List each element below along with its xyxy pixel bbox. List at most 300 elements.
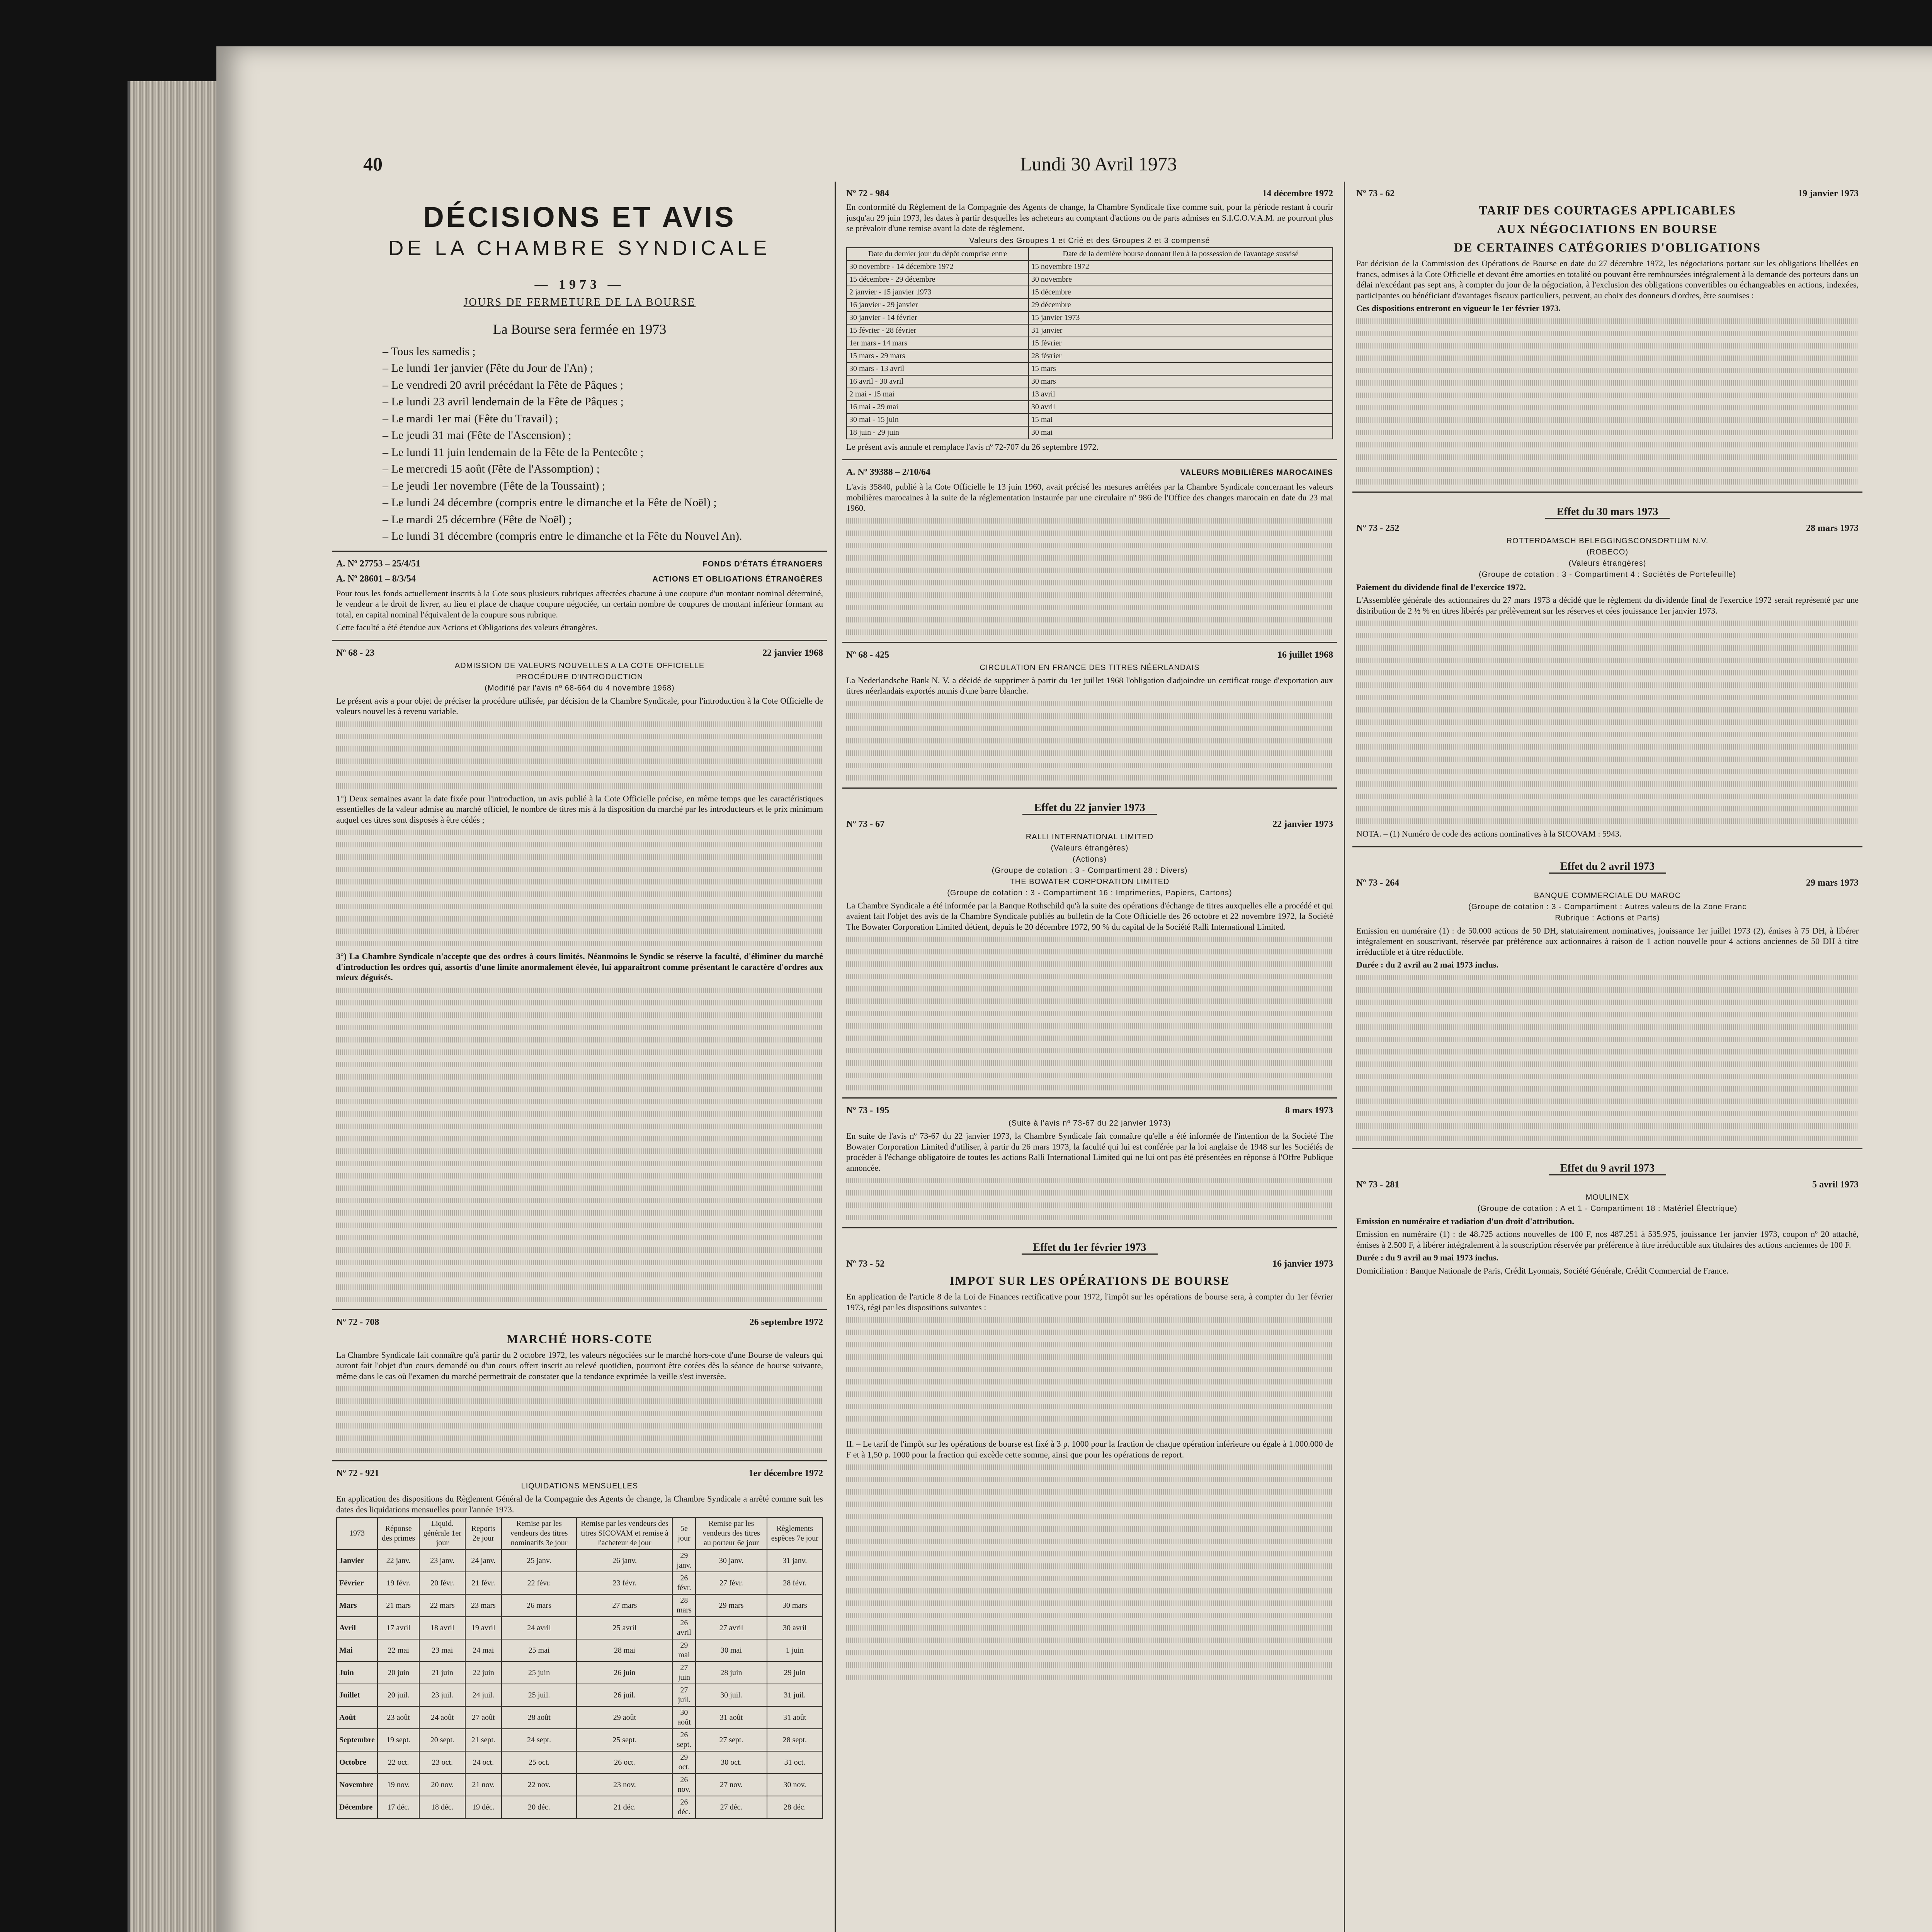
date-cell: 15 février - 28 février — [847, 324, 1029, 337]
notice-sicovam — [842, 182, 1337, 459]
text-lines — [846, 516, 1333, 637]
holiday-item: – Le mercredi 15 août (Fête de l'Assomption) ; — [383, 463, 600, 475]
date-cell: 25 oct. — [502, 1751, 577, 1774]
date-cell: 28 sept. — [767, 1729, 823, 1751]
text-lines — [846, 934, 1333, 1093]
table-row — [847, 401, 1333, 413]
holiday-item: – Le lundi 11 juin lendemain de la Fête de la Pentecôte ; — [383, 446, 644, 459]
date-cell: 23 mai — [419, 1639, 465, 1662]
date-cell: 30 oct. — [696, 1751, 767, 1774]
date-cell: 30 novembre — [1029, 273, 1333, 286]
notice-text: 1°) Deux semaines avant la date fixée pour l'introduction, un avis publié à la Cote Officielle précise, en même temps que les caractéristiques essentielles de la valeur admise au marché officiel, le nombre de titres mis à la disposition du marché par les introducteurs et le prix minimum auquel ces titres sont disposés à être cédés ; — [336, 793, 823, 825]
month-cell: Janvier — [337, 1549, 378, 1572]
date-cell: 25 juil. — [502, 1684, 577, 1706]
notice-suite — [842, 1097, 1337, 1227]
column-header: Remise par les vendeurs des titres nominatifs 3e jour — [502, 1517, 577, 1549]
date-cell: 29 oct. — [672, 1751, 696, 1774]
date-cell: 17 avril — [378, 1617, 420, 1639]
value-type: (Valeurs étrangères) — [1568, 559, 1646, 568]
notice-number: Nº 72 - 984 — [846, 189, 889, 199]
notice-text: La Chambre Syndicale fait connaître qu'à partir du 2 octobre 1972, les valeurs négociées sur le marché hors-cote d'une Bourse de valeurs qui auront fait l'objet d'un cours demandé ou d'un cours offert inscrit au relevé quotidien, pourront être cotées dès la séance de bourse suivante, même dans le cas où l'examen du marché permettrait de constater que la tendance exprimée la veille s'est inversée. — [336, 1350, 823, 1381]
notice-number: Nº 73 - 67 — [846, 819, 885, 829]
notice-title: TARIF DES COURTAGES APPLICABLES — [1479, 203, 1736, 217]
table-row — [337, 1751, 823, 1774]
table-header-row — [847, 248, 1333, 260]
date-cell: 19 avril — [465, 1617, 501, 1639]
date-cell: 2 janvier - 15 janvier 1973 — [847, 286, 1029, 299]
column-left — [332, 182, 827, 1932]
table-row — [847, 362, 1333, 375]
table-row — [337, 1796, 823, 1818]
date-cell: 20 sept. — [419, 1729, 465, 1751]
text-lines — [336, 719, 823, 791]
month-cell: Septembre — [337, 1729, 378, 1751]
date-cell: 15 janvier 1973 — [1029, 311, 1333, 324]
date-cell: 26 oct. — [577, 1751, 672, 1774]
liquidations-table-body — [337, 1549, 823, 1818]
date-cell: 29 mai — [672, 1639, 696, 1662]
date-cell: 15 novembre 1972 — [1029, 260, 1333, 273]
table-row — [847, 260, 1333, 273]
holiday-item: – Le mardi 1er mai (Fête du Travail) ; — [383, 412, 558, 425]
value-type: (Valeurs étrangères) — [1051, 844, 1129, 852]
date-cell: 26 juin — [577, 1662, 672, 1684]
date-cell: 20 déc. — [502, 1796, 577, 1818]
notice-text: 3°) La Chambre Syndicale n'accepte que des ordres à cours limités. Néanmoins le Syndic se réserve la faculté, d'éliminer du marché d'introduction les ordres qui, assortis d'une limite anormalement élevée, lui apparaîtront comme présentant le caractère d'ordres aux mieux déguisés. — [336, 951, 823, 982]
notice-nota: NOTA. – (1) Numéro de code des actions nominatives à la SICOVAM : 5943. — [1356, 829, 1622, 838]
date-cell: 27 juin — [672, 1662, 696, 1684]
notice-date: 19 janvier 1973 — [1798, 189, 1859, 199]
date-cell: 27 déc. — [696, 1796, 767, 1818]
date-cell: 23 oct. — [419, 1751, 465, 1774]
month-cell: Août — [337, 1706, 378, 1729]
notice-hors-cote — [332, 1309, 827, 1461]
date-cell: 27 févr. — [696, 1572, 767, 1594]
date-cell: 31 août — [696, 1706, 767, 1729]
notice-text: Par décision de la Commission des Opérations de Bourse en date du 27 décembre 1972, les négociations portant sur les obligations libellées en francs, admises à la Cote Officielle et devant être amorties en totalité ou pouvant être remboursées intégralement à la demande des porteurs dans un délai n'excédant pas sept ans, à compter du jour de la négociation, à l'exclusion des obligations convertibles ou échangeables en actions, indexées, participantes ou bénéficiant d'avantages fiscaux particuliers, peuvent, au choix des donneurs d'ordres, être soumises : — [1356, 259, 1859, 300]
book-binding — [128, 81, 226, 1932]
page-number: 40 — [363, 153, 383, 175]
column-right — [1352, 182, 1862, 1932]
date-cell: 15 mars - 29 mars — [847, 350, 1029, 362]
table-row — [847, 286, 1333, 299]
effect-heading: Effet du 1er février 1973 — [1022, 1242, 1158, 1255]
notice-text: La Nederlandsche Bank N. V. a décidé de supprimer à partir du 1er juillet 1968 l'obligation d'adjoindre un certificat rouge d'exportation aux titres néerlandais exportés munis d'une barre blanche. — [846, 675, 1333, 696]
notice-text: Pour tous les fonds actuellement inscrits à la Cote sous plusieurs rubriques affectées chacune à une coupure d'un montant nominal déterminé, le vendeur a le droit de livrer, au lieu et place de chaque coupure négociée, un certain nombre de coupures de montant inférieur formant au total, en capital nominal l'équivalent de la coupure sous rubrique. — [336, 588, 823, 619]
notice-number: Nº 73 - 252 — [1356, 523, 1400, 533]
group-line: (Groupe de cotation : 3 - Compartiment 16 : Imprimeries, Papiers, Cartons) — [947, 888, 1232, 897]
effect-section — [1352, 846, 1862, 1148]
date-cell: 22 mai — [378, 1639, 420, 1662]
notice-number: Nº 73 - 195 — [846, 1105, 889, 1116]
date-cell: 28 février — [1029, 350, 1333, 362]
notice-heading: ACTIONS ET OBLIGATIONS ÉTRANGÈRES — [652, 575, 823, 583]
month-cell: Juin — [337, 1662, 378, 1684]
notice-text: II. – Le tarif de l'impôt sur les opérations de bourse est fixé à 3 p. 1000 pour la fraction de chaque opération inférieure ou égale à 1.000.000 de F et à 1,50 p. 1000 pour la fraction qui excède cette somme, ainsi que pour les opérations de report. — [846, 1439, 1333, 1459]
month-cell: Mars — [337, 1594, 378, 1617]
holiday-item: – Le lundi 24 décembre (compris entre le dimanche et la Fête de Noël) ; — [383, 496, 717, 509]
table-row — [337, 1774, 823, 1796]
column-header: Remise par les vendeurs des titres SICOVAM et remise à l'acheteur 4e jour — [577, 1517, 672, 1549]
date-cell: 15 décembre — [1029, 286, 1333, 299]
year-heading: — 1973 — — [534, 277, 625, 292]
date-cell: 24 avril — [502, 1617, 577, 1639]
column-header: 1973 — [337, 1517, 378, 1549]
date-cell: 24 janv. — [465, 1549, 501, 1572]
month-cell: Décembre — [337, 1796, 378, 1818]
group-line: (Groupe de cotation : 3 - Compartiment : Autres valeurs de la Zone Franc — [1468, 902, 1747, 911]
notice-number: Nº 72 - 708 — [336, 1317, 379, 1327]
page-subtitle: DE LA CHAMBRE SYNDICALE — [388, 236, 771, 260]
date-cell: 30 août — [672, 1706, 696, 1729]
company-name: ROTTERDAMSCH BELEGGINGSCONSORTIUM N.V. — [1506, 536, 1709, 545]
notice-date: 29 mars 1973 — [1806, 878, 1859, 888]
sicovam-table — [846, 247, 1333, 439]
date-cell: 23 mars — [465, 1594, 501, 1617]
closed-line: La Bourse sera fermée en 1973 — [493, 321, 667, 337]
notice-text: En application de l'article 8 de la Loi de Finances rectificative pour 1972, l'impôt sur les opérations de bourse sera, à compter du 1er février 1973, régi par les dispositions suivantes : — [846, 1292, 1333, 1312]
table-header-row — [337, 1517, 823, 1549]
notice-ref: A. Nº 39388 – 2/10/64 — [846, 467, 930, 477]
date-cell: 26 avril — [672, 1617, 696, 1639]
date-cell: 28 févr. — [767, 1572, 823, 1594]
effect-section — [1352, 1148, 1862, 1283]
table-row — [847, 299, 1333, 311]
date-cell: 13 avril — [1029, 388, 1333, 401]
table-row — [847, 311, 1333, 324]
date-cell: 25 janv. — [502, 1549, 577, 1572]
date-cell: 22 nov. — [502, 1774, 577, 1796]
date-cell: 30 mai — [696, 1639, 767, 1662]
table-title: Valeurs des Groupes 1 et Crié et des Groupes 2 et 3 compensé — [969, 236, 1210, 245]
date-cell: 31 janv. — [767, 1549, 823, 1572]
notice-text: L'Assemblée générale des actionnaires du 27 mars 1973 a décidé que le règlement du dividende final de l'exercice 1972 serait représenté par une distribution de 2 ½ % en titres libérés par prélèvement sur les réserves et cées jouissance 1er janvier 1973. — [1356, 595, 1859, 616]
column-divider — [835, 182, 836, 1932]
table-row — [337, 1639, 823, 1662]
date-cell: 30 mars — [1029, 375, 1333, 388]
notice-ref: A. Nº 27753 – 25/4/51 — [336, 558, 420, 569]
date-cell: 29 août — [577, 1706, 672, 1729]
date-cell: 22 oct. — [378, 1751, 420, 1774]
notice-number: Nº 68 - 23 — [336, 648, 375, 658]
date-cell: 18 avril — [419, 1617, 465, 1639]
date-cell: 24 août — [419, 1706, 465, 1729]
text-lines — [336, 827, 823, 949]
notice-text: En suite de l'avis nº 73-67 du 22 janvier 1973, la Chambre Syndicale fait connaître qu'elle a été informée de l'intention de la Société The Bowater Corporation Limited d'utiliser, à partir du 26 mars 1973, la faculté qui lui est conférée par la loi anglaise de 1948 sur les Sociétés de procéder à l'échange obligatoire de toutes les actions Ralli International Limited qui ne lui ont pas été présentées en réponse à l'Offre Publique annoncée. — [846, 1131, 1333, 1173]
notice-number: Nº 73 - 52 — [846, 1259, 885, 1269]
date-cell: 26 janv. — [577, 1549, 672, 1572]
notice-number: Nº 68 - 425 — [846, 650, 889, 660]
text-lines — [336, 985, 823, 1304]
date-cell: 25 juin — [502, 1662, 577, 1684]
effect-heading: Effet du 2 avril 1973 — [1549, 861, 1666, 874]
column-header: Date du dernier jour du dépôt comprise entre — [847, 248, 1029, 260]
notice-text: Le présent avis a pour objet de préciser la procédure utilisée, par décision de la Chambre Syndicale, pour l'introduction à la Cote Officielle de valeurs nouvelles à revenu variable. — [336, 696, 823, 716]
date-cell: 16 mai - 29 mai — [847, 401, 1029, 413]
table-row — [847, 388, 1333, 401]
date-cell: 15 février — [1029, 337, 1333, 350]
effect-section — [842, 787, 1337, 1098]
table-row — [847, 324, 1333, 337]
notice-text: Ces dispositions entreront en vigueur le 1er février 1973. — [1356, 303, 1561, 313]
table-row — [337, 1617, 823, 1639]
date-cell: 18 déc. — [419, 1796, 465, 1818]
date-cell: 29 décembre — [1029, 299, 1333, 311]
month-cell: Octobre — [337, 1751, 378, 1774]
date-cell: 26 sept. — [672, 1729, 696, 1751]
column-header: Date de la dernière bourse donnant lieu à la possession de l'avantage susvisé — [1029, 248, 1333, 260]
date-cell: 29 janv. — [672, 1549, 696, 1572]
month-cell: Mai — [337, 1639, 378, 1662]
month-cell: Février — [337, 1572, 378, 1594]
notice-note: Cette faculté a été étendue aux Actions et Obligations des valeurs étrangères. — [336, 622, 598, 632]
holiday-item: – Le lundi 23 avril lendemain de la Fête de Pâques ; — [383, 395, 624, 408]
date-cell: 30 juil. — [696, 1684, 767, 1706]
holiday-item: – Le lundi 31 décembre (compris entre le dimanche et la Fête du Nouvel An). — [383, 530, 742, 543]
value-kind: (Actions) — [1073, 855, 1107, 864]
date-cell: 2 mai - 15 mai — [847, 388, 1029, 401]
date-cell: 28 déc. — [767, 1796, 823, 1818]
date-cell: 30 janv. — [696, 1549, 767, 1572]
notice-date: 22 janvier 1973 — [1272, 819, 1333, 829]
date-cell: 22 juin — [465, 1662, 501, 1684]
date-cell: 30 nov. — [767, 1774, 823, 1796]
company-name: MOULINEX — [1585, 1193, 1629, 1202]
date-cell: 17 déc. — [378, 1796, 420, 1818]
notice-heading: LIQUIDATIONS MENSUELLES — [521, 1482, 638, 1490]
date-cell: 27 juil. — [672, 1684, 696, 1706]
notice-modified: (Modifié par l'avis nº 68-664 du 4 novembre 1968) — [485, 684, 675, 692]
notice-date: 1er décembre 1972 — [748, 1468, 823, 1478]
date-cell: 15 mars — [1029, 362, 1333, 375]
text-lines — [1356, 618, 1859, 826]
effect-section — [1352, 492, 1862, 846]
holiday-item: – Le mardi 25 décembre (Fête de Noël) ; — [383, 513, 572, 526]
table-row — [847, 375, 1333, 388]
effect-section — [842, 1227, 1337, 1687]
date-cell: 26 févr. — [672, 1572, 696, 1594]
table-row — [847, 273, 1333, 286]
date-cell: 25 avril — [577, 1617, 672, 1639]
date-cell: 30 novembre - 14 décembre 1972 — [847, 260, 1029, 273]
notice-subheading: Emission en numéraire et radiation d'un droit d'attribution. — [1356, 1216, 1574, 1226]
page-title: DÉCISIONS ET AVIS — [423, 201, 736, 233]
column-header: Reports 2e jour — [465, 1517, 501, 1549]
date-cell: 18 juin - 29 juin — [847, 426, 1029, 439]
date-cell: 20 juin — [378, 1662, 420, 1684]
date-cell: 24 oct. — [465, 1751, 501, 1774]
table-row — [337, 1549, 823, 1572]
table-row — [337, 1684, 823, 1706]
notice-text: L'avis 35840, publié à la Cote Officielle le 13 juin 1960, avait précisé les mesures arrêtées par la Chambre Syndicale concernant les valeurs mobilières marocaines à la suite de la réglementation instaurée par une circulaire nº 986 de l'Office des changes marocain en date du 23 mai 1960. — [846, 482, 1333, 513]
date-cell: 24 mai — [465, 1639, 501, 1662]
date-cell: 30 mars - 13 avril — [847, 362, 1029, 375]
notice-heading: FONDS D'ÉTATS ÉTRANGERS — [702, 560, 823, 568]
group-line: (Groupe de cotation : 3 - Compartiment 28 : Divers) — [992, 866, 1188, 875]
date-cell: 29 mars — [696, 1594, 767, 1617]
notice-dates: Durée : du 2 avril au 2 mai 1973 inclus. — [1356, 960, 1498, 969]
month-cell: Avril — [337, 1617, 378, 1639]
date-cell: 23 juil. — [419, 1684, 465, 1706]
date-cell: 27 nov. — [696, 1774, 767, 1796]
date-cell: 20 févr. — [419, 1572, 465, 1594]
date-cell: 27 août — [465, 1706, 501, 1729]
notice-duration: Durée : du 9 avril au 9 mai 1973 inclus. — [1356, 1253, 1498, 1262]
notice-title: MARCHÉ HORS-COTE — [507, 1332, 653, 1346]
notice-ref: (Suite à l'avis nº 73-67 du 22 janvier 1973) — [1009, 1119, 1171, 1128]
table-row — [337, 1594, 823, 1617]
date-cell: 21 déc. — [577, 1796, 672, 1818]
notice-date: 16 janvier 1973 — [1272, 1259, 1333, 1269]
date-cell: 29 juin — [767, 1662, 823, 1684]
notice-marocaines — [842, 459, 1337, 642]
table-row — [337, 1572, 823, 1594]
date-cell: 21 mars — [378, 1594, 420, 1617]
text-lines — [846, 1315, 1333, 1436]
notice-subheading: PROCÉDURE D'INTRODUCTION — [516, 672, 643, 681]
date-cell: 30 mai - 15 juin — [847, 413, 1029, 426]
table-row — [847, 337, 1333, 350]
notice-title: AUX NÉGOCIATIONS EN BOURSE — [1497, 222, 1718, 236]
column-header: Liquid. générale 1er jour — [419, 1517, 465, 1549]
date-cell: 22 janv. — [378, 1549, 420, 1572]
date-cell: 26 nov. — [672, 1774, 696, 1796]
date-cell: 15 décembre - 29 décembre — [847, 273, 1029, 286]
date-cell: 31 janvier — [1029, 324, 1333, 337]
notice-date: 16 juillet 1968 — [1277, 650, 1333, 660]
sicovam-table-body — [847, 260, 1333, 439]
column-header: 5e jour — [672, 1517, 696, 1549]
date-cell: 1 juin — [767, 1639, 823, 1662]
notice-admission — [332, 640, 827, 1309]
date-cell: 16 janvier - 29 janvier — [847, 299, 1029, 311]
date-cell: 26 juil. — [577, 1684, 672, 1706]
date-cell: 23 janv. — [419, 1549, 465, 1572]
month-cell: Juillet — [337, 1684, 378, 1706]
date-cell: 1er mars - 14 mars — [847, 337, 1029, 350]
company-name: THE BOWATER CORPORATION LIMITED — [1010, 877, 1170, 886]
notice-number: Nº 73 - 281 — [1356, 1179, 1400, 1190]
text-lines — [846, 1175, 1333, 1223]
date-cell: 24 juil. — [465, 1684, 501, 1706]
holiday-list — [336, 344, 823, 544]
date-cell: 22 mars — [419, 1594, 465, 1617]
date-cell: 24 sept. — [502, 1729, 577, 1751]
notice-text: En application des dispositions du Règlement Général de la Compagnie des Agents de change, la Chambre Syndicale a arrêté comme suit les dates des liquidations mensuelles pour l'année 1973. — [336, 1494, 823, 1514]
date-cell: 23 nov. — [577, 1774, 672, 1796]
date-cell: 19 nov. — [378, 1774, 420, 1796]
notice-title: DE CERTAINES CATÉGORIES D'OBLIGATIONS — [1454, 240, 1761, 254]
notice-date: 28 mars 1973 — [1806, 523, 1859, 533]
date-cell: 28 mai — [577, 1639, 672, 1662]
date-cell: 19 sept. — [378, 1729, 420, 1751]
notice-date: 5 avril 1973 — [1812, 1179, 1859, 1190]
holiday-item: – Le lundi 1er janvier (Fête du Jour de l'An) ; — [383, 362, 594, 374]
column-header: Remise par les vendeurs des titres au porteur 6e jour — [696, 1517, 767, 1549]
notice-date: 26 septembre 1972 — [749, 1317, 823, 1327]
notice-note: Le présent avis annule et remplace l'avis nº 72-707 du 26 septembre 1972. — [846, 442, 1099, 452]
date-cell: 15 mai — [1029, 413, 1333, 426]
closing-days-heading: JOURS DE FERMETURE DE LA BOURSE — [463, 296, 696, 308]
date-cell: 16 avril - 30 avril — [847, 375, 1029, 388]
date-cell: 30 avril — [1029, 401, 1333, 413]
notice-heading: ADMISSION DE VALEURS NOUVELLES A LA COTE OFFICIELLE — [454, 661, 705, 670]
column-header: Réponse des primes — [378, 1517, 420, 1549]
notice-heading: VALEURS MOBILIÈRES MAROCAINES — [1180, 468, 1333, 477]
date-cell: 31 juil. — [767, 1684, 823, 1706]
date-cell: 26 déc. — [672, 1796, 696, 1818]
date-cell: 20 juil. — [378, 1684, 420, 1706]
date-cell: 30 mai — [1029, 426, 1333, 439]
text-lines — [1356, 973, 1859, 1143]
effect-heading: Effet du 30 mars 1973 — [1545, 506, 1670, 519]
notice-date: 8 mars 1973 — [1285, 1105, 1333, 1116]
date-cell: 30 avril — [767, 1617, 823, 1639]
group-line: (Groupe de cotation : 3 - Compartiment 4 : Sociétés de Portefeuille) — [1478, 570, 1736, 579]
text-lines — [336, 1384, 823, 1456]
notice-heading: CIRCULATION EN FRANCE DES TITRES NÉERLANDAIS — [980, 663, 1200, 672]
table-row — [847, 350, 1333, 362]
date-cell: 19 févr. — [378, 1572, 420, 1594]
table-row — [847, 413, 1333, 426]
column-header: Règlements espèces 7e jour — [767, 1517, 823, 1549]
date-cell: 28 août — [502, 1706, 577, 1729]
text-lines — [846, 1462, 1333, 1682]
notice-subheading: Paiement du dividende final de l'exercice 1972. — [1356, 582, 1526, 592]
date-cell: 31 oct. — [767, 1751, 823, 1774]
date-cell: 31 août — [767, 1706, 823, 1729]
notice-text: Emission en numéraire (1) : de 48.725 actions nouvelles de 100 F, nos 487.251 à 535.975, jouissance 1er janvier 1973, coupon nº 20 attaché, émises à 2.500 F, à libérer intégralement à la souscription réservée par préférence à titre irréductible aux titulaires des actions anciennes de 100 F. — [1356, 1229, 1859, 1250]
date-cell: 23 août — [378, 1706, 420, 1729]
column-middle — [842, 182, 1337, 1932]
notice-text: La Chambre Syndicale a été informée par la Banque Rothschild qu'à la suite des opérations d'échange de titres auxquelles elle a procédé et qui avaient fait l'objet des avis de la Chambre Syndicale publiés au bulletin de la Cote Officielle des 26 octobre et 22 novembre 1972, la Société The Bowater Corporation Limited détient, depuis le 20 décembre 1972, 90 % du capital de la Société Ralli International Limited. — [846, 900, 1333, 932]
rubrique-line: Rubrique : Actions et Parts) — [1555, 913, 1660, 922]
notice-tarif — [1352, 182, 1862, 492]
table-row — [337, 1662, 823, 1684]
table-row — [847, 426, 1333, 439]
notice-liquidations — [332, 1460, 827, 1823]
notice-domiciliation: Domiciliation : Banque Nationale de Paris, Crédit Lyonnais, Société Générale, Crédit Commercial de France. — [1356, 1265, 1729, 1276]
notice-neerlandais — [842, 642, 1337, 787]
effect-heading: Effet du 22 janvier 1973 — [1022, 802, 1156, 815]
notice-title: IMPOT SUR LES OPÉRATIONS DE BOURSE — [949, 1274, 1230, 1287]
month-cell: Novembre — [337, 1774, 378, 1796]
date-cell: 27 mars — [577, 1594, 672, 1617]
notice-number: Nº 72 - 921 — [336, 1468, 379, 1478]
date-cell: 21 juin — [419, 1662, 465, 1684]
running-head — [363, 153, 1932, 180]
holiday-item: – Le vendredi 20 avril précédant la Fête de Pâques ; — [383, 378, 624, 391]
effect-heading: Effet du 9 avril 1973 — [1549, 1162, 1666, 1175]
liquidations-table — [336, 1517, 823, 1819]
holiday-item: – Tous les samedis ; — [383, 345, 476, 358]
text-lines — [846, 699, 1333, 783]
notice-ref: A. Nº 28601 – 8/3/54 — [336, 573, 416, 584]
date-cell: 19 déc. — [465, 1796, 501, 1818]
notice-fonds-etrangers — [332, 551, 827, 640]
date-cell: 28 mars — [672, 1594, 696, 1617]
decisions-header — [332, 182, 827, 551]
table-row — [337, 1729, 823, 1751]
date-cell: 25 mai — [502, 1639, 577, 1662]
date-cell: 28 juin — [696, 1662, 767, 1684]
company-name: RALLI INTERNATIONAL LIMITED — [1026, 832, 1154, 841]
date-cell: 23 févr. — [577, 1572, 672, 1594]
date-cell: 21 févr. — [465, 1572, 501, 1594]
date-cell: 27 avril — [696, 1617, 767, 1639]
notice-date: 14 décembre 1972 — [1262, 189, 1333, 199]
notice-number: Nº 73 - 62 — [1356, 189, 1395, 199]
